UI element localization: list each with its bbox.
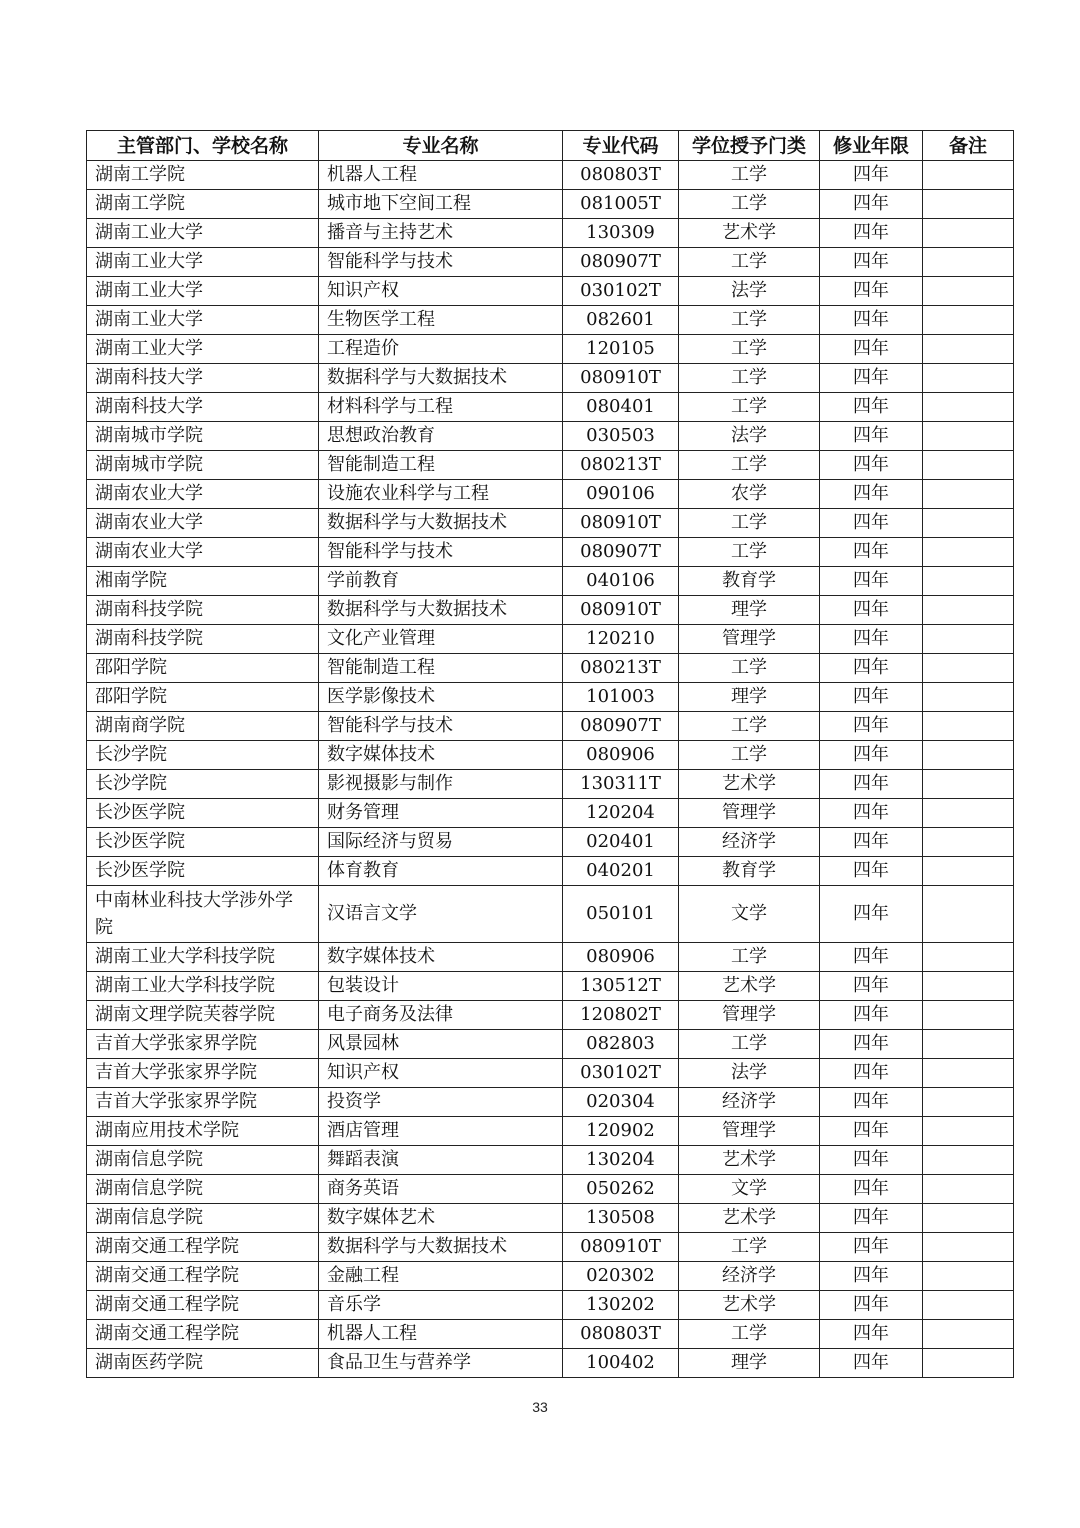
cell-remarks	[923, 1233, 1014, 1262]
cell-remarks	[923, 219, 1014, 248]
cell-years: 四年	[820, 364, 923, 393]
cell-years: 四年	[820, 1262, 923, 1291]
table-row	[87, 422, 1014, 451]
table-row	[87, 1001, 1014, 1030]
table-row	[87, 857, 1014, 886]
cell-school: 中南林业科技大学涉外学院	[87, 886, 319, 943]
cell-years: 四年	[820, 480, 923, 509]
cell-major: 酒店管理	[319, 1117, 563, 1146]
cell-major: 生物医学工程	[319, 306, 563, 335]
cell-major: 电子商务及法律	[319, 1001, 563, 1030]
table-row	[87, 306, 1014, 335]
cell-code: 082601	[563, 306, 679, 335]
cell-remarks	[923, 1088, 1014, 1117]
cell-degree: 工学	[679, 654, 820, 683]
cell-years: 四年	[820, 683, 923, 712]
cell-code: 120105	[563, 335, 679, 364]
cell-remarks	[923, 451, 1014, 480]
cell-major: 体育教育	[319, 857, 563, 886]
cell-years: 四年	[820, 886, 923, 943]
cell-remarks	[923, 1349, 1014, 1378]
cell-school: 湖南应用技术学院	[87, 1117, 319, 1146]
cell-remarks	[923, 741, 1014, 770]
cell-school: 湖南科技大学	[87, 364, 319, 393]
table-row	[87, 1175, 1014, 1204]
cell-school: 湖南工业大学	[87, 277, 319, 306]
cell-major: 智能科学与技术	[319, 712, 563, 741]
table-row	[87, 335, 1014, 364]
table-row	[87, 1204, 1014, 1233]
table-row	[87, 770, 1014, 799]
cell-school: 湖南信息学院	[87, 1204, 319, 1233]
cell-years: 四年	[820, 972, 923, 1001]
cell-years: 四年	[820, 248, 923, 277]
cell-degree: 工学	[679, 335, 820, 364]
cell-years: 四年	[820, 1320, 923, 1349]
cell-school: 湖南工业大学	[87, 306, 319, 335]
cell-code: 030102T	[563, 1059, 679, 1088]
cell-years: 四年	[820, 538, 923, 567]
cell-school: 湖南工业大学	[87, 335, 319, 364]
table-row	[87, 538, 1014, 567]
cell-code: 080907T	[563, 712, 679, 741]
table-row	[87, 654, 1014, 683]
table-row	[87, 161, 1014, 190]
table-row	[87, 683, 1014, 712]
cell-remarks	[923, 1291, 1014, 1320]
cell-code: 040201	[563, 857, 679, 886]
cell-remarks	[923, 770, 1014, 799]
table-row	[87, 567, 1014, 596]
cell-school: 湖南工学院	[87, 161, 319, 190]
table-row	[87, 1059, 1014, 1088]
cell-major: 工程造价	[319, 335, 563, 364]
cell-major: 国际经济与贸易	[319, 828, 563, 857]
cell-degree: 文学	[679, 1175, 820, 1204]
cell-school: 湖南工学院	[87, 190, 319, 219]
cell-remarks	[923, 306, 1014, 335]
cell-school: 湖南城市学院	[87, 422, 319, 451]
majors-table	[86, 130, 1014, 1378]
cell-school: 吉首大学张家界学院	[87, 1059, 319, 1088]
cell-code: 080910T	[563, 364, 679, 393]
cell-remarks	[923, 857, 1014, 886]
cell-years: 四年	[820, 1146, 923, 1175]
cell-code: 020304	[563, 1088, 679, 1117]
cell-code: 130202	[563, 1291, 679, 1320]
table-row	[87, 480, 1014, 509]
cell-years: 四年	[820, 422, 923, 451]
cell-school: 湖南工业大学	[87, 219, 319, 248]
cell-remarks	[923, 972, 1014, 1001]
cell-code: 080401	[563, 393, 679, 422]
cell-code: 030102T	[563, 277, 679, 306]
cell-major: 数据科学与大数据技术	[319, 509, 563, 538]
cell-years: 四年	[820, 712, 923, 741]
cell-major: 智能科学与技术	[319, 538, 563, 567]
cell-degree: 工学	[679, 712, 820, 741]
cell-years: 四年	[820, 451, 923, 480]
cell-code: 080910T	[563, 1233, 679, 1262]
cell-major: 数据科学与大数据技术	[319, 364, 563, 393]
cell-major: 学前教育	[319, 567, 563, 596]
cell-degree: 管理学	[679, 1001, 820, 1030]
cell-degree: 法学	[679, 277, 820, 306]
cell-major: 数据科学与大数据技术	[319, 596, 563, 625]
cell-years: 四年	[820, 219, 923, 248]
cell-remarks	[923, 712, 1014, 741]
cell-remarks	[923, 886, 1014, 943]
cell-degree: 工学	[679, 190, 820, 219]
cell-school: 湖南交通工程学院	[87, 1320, 319, 1349]
cell-major: 文化产业管理	[319, 625, 563, 654]
table-row	[87, 1320, 1014, 1349]
cell-years: 四年	[820, 335, 923, 364]
cell-years: 四年	[820, 393, 923, 422]
cell-degree: 经济学	[679, 1088, 820, 1117]
cell-degree: 工学	[679, 306, 820, 335]
cell-school: 湖南农业大学	[87, 480, 319, 509]
cell-major: 机器人工程	[319, 161, 563, 190]
cell-school: 湖南科技大学	[87, 393, 319, 422]
cell-code: 050262	[563, 1175, 679, 1204]
cell-years: 四年	[820, 567, 923, 596]
cell-degree: 教育学	[679, 567, 820, 596]
cell-school: 长沙医学院	[87, 799, 319, 828]
cell-school: 湖南科技学院	[87, 596, 319, 625]
table-row	[87, 943, 1014, 972]
table-row	[87, 509, 1014, 538]
cell-remarks	[923, 190, 1014, 219]
cell-code: 120802T	[563, 1001, 679, 1030]
cell-remarks	[923, 480, 1014, 509]
header-code: 专业代码	[563, 131, 679, 161]
cell-major: 风景园林	[319, 1030, 563, 1059]
cell-major: 财务管理	[319, 799, 563, 828]
cell-major: 数字媒体艺术	[319, 1204, 563, 1233]
cell-major: 思想政治教育	[319, 422, 563, 451]
cell-major: 数据科学与大数据技术	[319, 1233, 563, 1262]
cell-code: 080213T	[563, 451, 679, 480]
cell-school: 湖南城市学院	[87, 451, 319, 480]
cell-code: 080213T	[563, 654, 679, 683]
cell-school: 邵阳学院	[87, 654, 319, 683]
cell-major: 投资学	[319, 1088, 563, 1117]
cell-remarks	[923, 422, 1014, 451]
cell-major: 机器人工程	[319, 1320, 563, 1349]
cell-school: 长沙医学院	[87, 828, 319, 857]
cell-major: 城市地下空间工程	[319, 190, 563, 219]
cell-school: 湖南信息学院	[87, 1146, 319, 1175]
cell-degree: 理学	[679, 1349, 820, 1378]
cell-school: 湖南科技学院	[87, 625, 319, 654]
cell-code: 080910T	[563, 509, 679, 538]
cell-school: 湖南工业大学	[87, 248, 319, 277]
cell-remarks	[923, 538, 1014, 567]
cell-code: 120210	[563, 625, 679, 654]
cell-remarks	[923, 1175, 1014, 1204]
cell-school: 湖南工业大学科技学院	[87, 972, 319, 1001]
cell-degree: 工学	[679, 248, 820, 277]
cell-remarks	[923, 567, 1014, 596]
cell-code: 080910T	[563, 596, 679, 625]
cell-school: 吉首大学张家界学院	[87, 1030, 319, 1059]
cell-remarks	[923, 1146, 1014, 1175]
cell-school: 湖南农业大学	[87, 538, 319, 567]
cell-code: 090106	[563, 480, 679, 509]
cell-years: 四年	[820, 1030, 923, 1059]
table-row	[87, 799, 1014, 828]
cell-school: 湖南信息学院	[87, 1175, 319, 1204]
table-row	[87, 190, 1014, 219]
cell-school: 湖南医药学院	[87, 1349, 319, 1378]
cell-remarks	[923, 277, 1014, 306]
cell-remarks	[923, 943, 1014, 972]
cell-code: 130508	[563, 1204, 679, 1233]
cell-years: 四年	[820, 1059, 923, 1088]
cell-degree: 艺术学	[679, 972, 820, 1001]
cell-major: 包装设计	[319, 972, 563, 1001]
cell-school: 湖南农业大学	[87, 509, 319, 538]
table-row	[87, 741, 1014, 770]
cell-degree: 管理学	[679, 625, 820, 654]
cell-major: 汉语言文学	[319, 886, 563, 943]
cell-major: 知识产权	[319, 277, 563, 306]
cell-remarks	[923, 1204, 1014, 1233]
cell-remarks	[923, 625, 1014, 654]
page-number: 33	[532, 1399, 548, 1415]
cell-code: 082803	[563, 1030, 679, 1059]
cell-remarks	[923, 364, 1014, 393]
cell-degree: 工学	[679, 1320, 820, 1349]
cell-code: 130204	[563, 1146, 679, 1175]
cell-remarks	[923, 509, 1014, 538]
cell-years: 四年	[820, 1204, 923, 1233]
cell-degree: 教育学	[679, 857, 820, 886]
cell-years: 四年	[820, 1001, 923, 1030]
cell-remarks	[923, 654, 1014, 683]
cell-degree: 艺术学	[679, 219, 820, 248]
cell-major: 医学影像技术	[319, 683, 563, 712]
table-row	[87, 596, 1014, 625]
cell-code: 081005T	[563, 190, 679, 219]
cell-degree: 理学	[679, 596, 820, 625]
cell-school: 湖南商学院	[87, 712, 319, 741]
header-years: 修业年限	[820, 131, 923, 161]
cell-remarks	[923, 248, 1014, 277]
cell-years: 四年	[820, 799, 923, 828]
cell-code: 100402	[563, 1349, 679, 1378]
cell-degree: 工学	[679, 1233, 820, 1262]
cell-degree: 法学	[679, 1059, 820, 1088]
table-row	[87, 712, 1014, 741]
cell-school: 邵阳学院	[87, 683, 319, 712]
cell-years: 四年	[820, 1349, 923, 1378]
table-row	[87, 1262, 1014, 1291]
cell-major: 知识产权	[319, 1059, 563, 1088]
cell-remarks	[923, 1320, 1014, 1349]
cell-remarks	[923, 161, 1014, 190]
cell-school: 湖南交通工程学院	[87, 1233, 319, 1262]
cell-major: 智能科学与技术	[319, 248, 563, 277]
cell-code: 101003	[563, 683, 679, 712]
cell-remarks	[923, 1030, 1014, 1059]
table-row	[87, 1146, 1014, 1175]
table-row	[87, 364, 1014, 393]
cell-years: 四年	[820, 943, 923, 972]
cell-code: 020302	[563, 1262, 679, 1291]
cell-school: 长沙学院	[87, 741, 319, 770]
cell-code: 120204	[563, 799, 679, 828]
cell-code: 080803T	[563, 161, 679, 190]
cell-code: 080803T	[563, 1320, 679, 1349]
cell-years: 四年	[820, 596, 923, 625]
table-row	[87, 248, 1014, 277]
cell-degree: 艺术学	[679, 1204, 820, 1233]
table-row	[87, 1291, 1014, 1320]
cell-years: 四年	[820, 770, 923, 799]
table-row	[87, 393, 1014, 422]
table-row	[87, 1088, 1014, 1117]
cell-degree: 工学	[679, 161, 820, 190]
cell-degree: 管理学	[679, 1117, 820, 1146]
cell-school: 湖南交通工程学院	[87, 1262, 319, 1291]
cell-years: 四年	[820, 306, 923, 335]
cell-major: 数字媒体技术	[319, 943, 563, 972]
cell-major: 音乐学	[319, 1291, 563, 1320]
header-remarks: 备注	[923, 131, 1014, 161]
cell-degree: 文学	[679, 886, 820, 943]
table-body	[87, 161, 1014, 1378]
cell-school: 长沙医学院	[87, 857, 319, 886]
cell-degree: 工学	[679, 1030, 820, 1059]
cell-major: 商务英语	[319, 1175, 563, 1204]
table-row	[87, 886, 1014, 943]
cell-code: 050101	[563, 886, 679, 943]
cell-remarks	[923, 335, 1014, 364]
table-row	[87, 972, 1014, 1001]
cell-years: 四年	[820, 509, 923, 538]
cell-code: 040106	[563, 567, 679, 596]
cell-degree: 工学	[679, 538, 820, 567]
cell-remarks	[923, 799, 1014, 828]
cell-code: 080906	[563, 741, 679, 770]
cell-major: 食品卫生与营养学	[319, 1349, 563, 1378]
cell-major: 播音与主持艺术	[319, 219, 563, 248]
cell-remarks	[923, 683, 1014, 712]
cell-code: 080907T	[563, 248, 679, 277]
cell-school: 湖南交通工程学院	[87, 1291, 319, 1320]
header-major: 专业名称	[319, 131, 563, 161]
table-row	[87, 1349, 1014, 1378]
cell-degree: 理学	[679, 683, 820, 712]
cell-degree: 艺术学	[679, 770, 820, 799]
cell-major: 智能制造工程	[319, 451, 563, 480]
cell-years: 四年	[820, 654, 923, 683]
cell-years: 四年	[820, 1117, 923, 1146]
cell-school: 湘南学院	[87, 567, 319, 596]
cell-years: 四年	[820, 1233, 923, 1262]
cell-school: 湖南工业大学科技学院	[87, 943, 319, 972]
cell-remarks	[923, 828, 1014, 857]
cell-remarks	[923, 1262, 1014, 1291]
cell-years: 四年	[820, 625, 923, 654]
cell-degree: 管理学	[679, 799, 820, 828]
cell-remarks	[923, 393, 1014, 422]
table-row	[87, 1030, 1014, 1059]
cell-remarks	[923, 1117, 1014, 1146]
cell-school: 吉首大学张家界学院	[87, 1088, 319, 1117]
table-row	[87, 828, 1014, 857]
table-row	[87, 451, 1014, 480]
table-row	[87, 219, 1014, 248]
cell-code: 080906	[563, 943, 679, 972]
cell-years: 四年	[820, 1291, 923, 1320]
cell-code: 080907T	[563, 538, 679, 567]
cell-major: 智能制造工程	[319, 654, 563, 683]
cell-degree: 工学	[679, 509, 820, 538]
cell-major: 材料科学与工程	[319, 393, 563, 422]
cell-remarks	[923, 1059, 1014, 1088]
table-row	[87, 1233, 1014, 1262]
table-header-row	[87, 131, 1014, 161]
cell-major: 影视摄影与制作	[319, 770, 563, 799]
cell-years: 四年	[820, 1088, 923, 1117]
cell-code: 130512T	[563, 972, 679, 1001]
cell-school: 湖南文理学院芙蓉学院	[87, 1001, 319, 1030]
cell-degree: 工学	[679, 943, 820, 972]
table-row	[87, 277, 1014, 306]
table-row	[87, 1117, 1014, 1146]
cell-years: 四年	[820, 161, 923, 190]
cell-years: 四年	[820, 741, 923, 770]
cell-remarks	[923, 1001, 1014, 1030]
header-school: 主管部门、学校名称	[87, 131, 319, 161]
cell-years: 四年	[820, 277, 923, 306]
cell-major: 金融工程	[319, 1262, 563, 1291]
cell-code: 030503	[563, 422, 679, 451]
cell-degree: 工学	[679, 364, 820, 393]
cell-major: 舞蹈表演	[319, 1146, 563, 1175]
cell-degree: 工学	[679, 393, 820, 422]
cell-degree: 工学	[679, 741, 820, 770]
cell-code: 130309	[563, 219, 679, 248]
cell-degree: 法学	[679, 422, 820, 451]
cell-major: 数字媒体技术	[319, 741, 563, 770]
cell-major: 设施农业科学与工程	[319, 480, 563, 509]
cell-remarks	[923, 596, 1014, 625]
cell-years: 四年	[820, 190, 923, 219]
cell-degree: 经济学	[679, 1262, 820, 1291]
cell-code: 120902	[563, 1117, 679, 1146]
cell-years: 四年	[820, 1175, 923, 1204]
cell-degree: 艺术学	[679, 1146, 820, 1175]
cell-code: 130311T	[563, 770, 679, 799]
header-degree: 学位授予门类	[679, 131, 820, 161]
table-row	[87, 625, 1014, 654]
cell-degree: 农学	[679, 480, 820, 509]
cell-years: 四年	[820, 828, 923, 857]
cell-years: 四年	[820, 857, 923, 886]
cell-degree: 艺术学	[679, 1291, 820, 1320]
cell-code: 020401	[563, 828, 679, 857]
cell-school: 长沙学院	[87, 770, 319, 799]
cell-degree: 经济学	[679, 828, 820, 857]
cell-degree: 工学	[679, 451, 820, 480]
